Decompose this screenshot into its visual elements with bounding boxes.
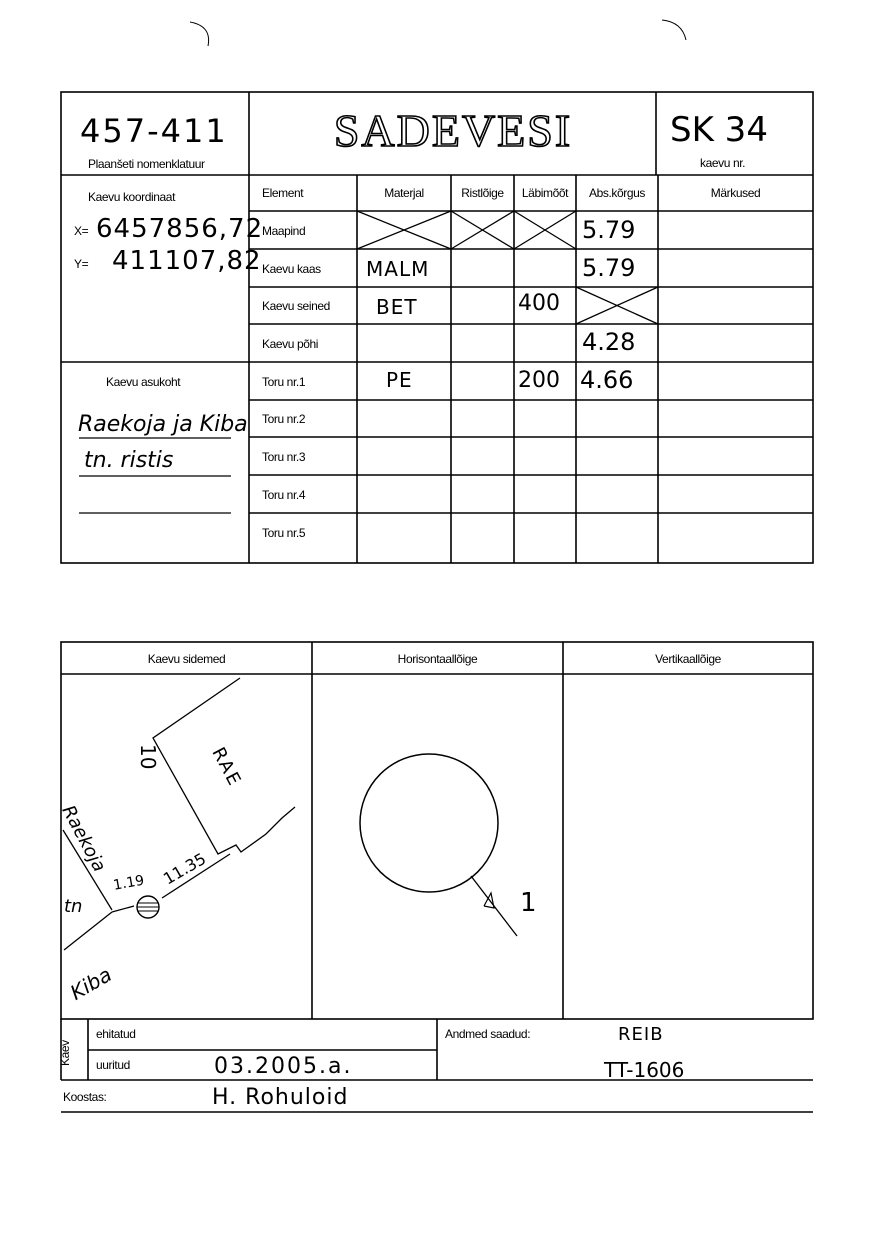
row-diameter: 400: [518, 291, 560, 316]
row-material: BET: [376, 295, 418, 319]
x-prefix: X=: [74, 224, 89, 238]
row-material: MALM: [366, 257, 430, 281]
street-name-raekoja-suffix: tn: [64, 896, 83, 917]
nomenclature-value: 457-411: [80, 112, 228, 150]
row-element: Kaevu kaas: [262, 262, 321, 276]
header-diameter: Läbimõõt: [521, 186, 569, 200]
coordinates-label: Kaevu koordinaat: [88, 190, 175, 204]
row-element: Toru nr.2: [262, 412, 306, 426]
built-label: ehitatud: [96, 1027, 136, 1041]
header-element: Element: [262, 186, 304, 200]
location-line-2: tn. ristis: [84, 448, 174, 473]
street-name-kiba: Kiba: [66, 962, 116, 1005]
header-notes: Märkused: [710, 186, 761, 200]
well-ties-label: Kaevu sidemed: [147, 652, 226, 666]
location-label: Kaevu asukoht: [106, 375, 181, 389]
horizontal-section-label: Horisontaallõige: [397, 652, 478, 666]
y-prefix: Y=: [74, 257, 89, 271]
row-element: Toru nr.5: [262, 526, 306, 540]
data-source-value: REIB: [618, 1024, 664, 1045]
well-number-label: kaevu nr.: [700, 156, 746, 170]
row-height: 4.66: [580, 366, 634, 394]
dimension-long: 11.35: [160, 849, 210, 889]
surveyed-value: 03.2005.a.: [214, 1054, 353, 1079]
row-diameter: 200: [518, 368, 560, 393]
row-height: 5.79: [582, 254, 636, 282]
dimension-short: 1.19: [112, 872, 146, 894]
row-element: Maapind: [262, 224, 306, 238]
header-abs-height: Abs.kõrgus: [588, 186, 646, 200]
well-group-label: Kaev: [58, 1040, 72, 1066]
vertical-section-label: Vertikaallõige: [655, 652, 721, 666]
row-element: Kaevu seined: [262, 299, 330, 313]
row-element: Toru nr.3: [262, 450, 306, 464]
header-material: Materjal: [384, 186, 424, 200]
compiler-value: H. Rohuloid: [212, 1085, 349, 1110]
location-line-1: Raekoja ja Kiba: [78, 412, 248, 437]
nomenclature-label: Plaanšeti nomenklatuur: [88, 157, 205, 171]
y-coordinate-value: 411107,82: [112, 246, 262, 276]
street-name-raekoja: Raekoja: [57, 802, 110, 876]
data-source-reference: TT-1606: [604, 1058, 685, 1082]
row-height: 5.79: [582, 216, 636, 244]
row-material: PE: [386, 368, 413, 392]
header-cross-section: Ristlõige: [461, 186, 504, 200]
row-element: Toru nr.1: [262, 375, 306, 389]
surveyed-label: uuritud: [96, 1058, 130, 1072]
x-coordinate-value: 6457856,72: [96, 214, 264, 244]
well-number-value: SK 34: [670, 110, 768, 150]
row-element: Kaevu põhi: [262, 337, 319, 351]
row-height: 4.28: [582, 328, 636, 356]
pipe-number-label: 1: [520, 888, 537, 918]
row-element: Toru nr.4: [262, 488, 306, 502]
compiler-label: Koostas:: [63, 1090, 107, 1104]
street-name-rae: RAE: [207, 744, 246, 791]
building-number: 10: [136, 744, 160, 770]
data-source-label: Andmed saadud:: [445, 1027, 531, 1041]
page-title: SADEVESI: [333, 105, 573, 156]
